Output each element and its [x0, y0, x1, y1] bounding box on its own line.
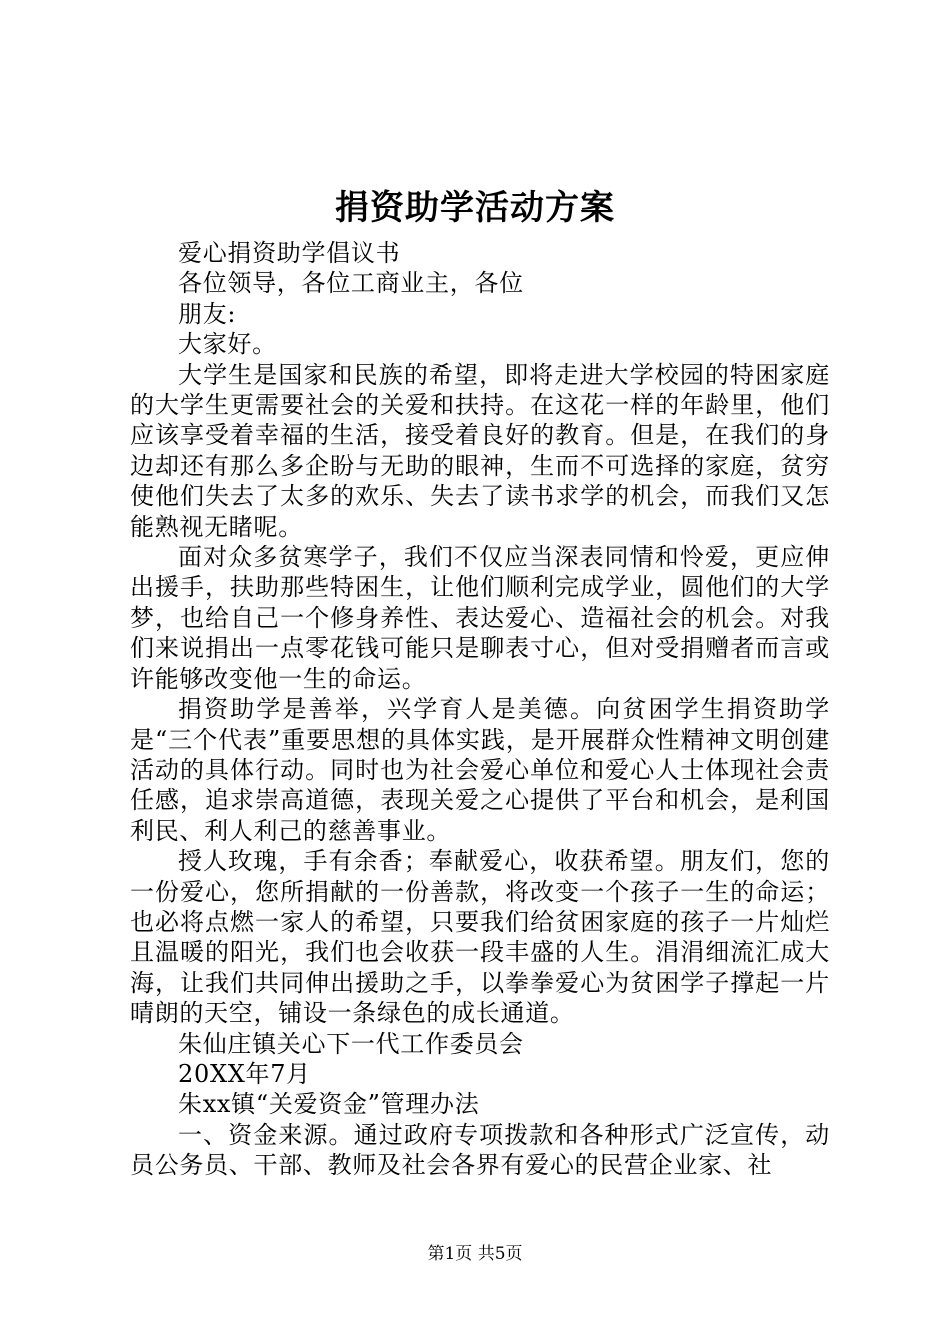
paragraph: 朱xx镇“关爱资金”管理办法	[178, 1090, 480, 1119]
paragraph: 捐资助学是善举，兴学育人是美德。向贫困学生捐资助学是“三个代表”重要思想的具体实践，是开展群众性精神文明创建活动的具体行动。同时也为社会爱心单位和爱心人士体现社会责任感，追求崇高道德，表现关爱之心提供了平台和机会，是利国利民、利人利己的慈善事业。	[130, 695, 830, 845]
paragraph: 大家好。	[178, 330, 277, 359]
paragraph: 一、资金来源。通过政府专项拨款和各种形式广泛宣传，动员公务员、干部、教师及社会各界有爱心的民营企业家、社	[130, 1120, 830, 1180]
paragraph: 朋友:	[178, 299, 237, 328]
page-number: 第1页 共5页	[427, 1244, 523, 1264]
paragraph: 面对众多贫寒学子，我们不仅应当深表同情和怜爱，更应伸出援手，扶助那些特困生，让他们顺利完成学业，圆他们的大学梦，也给自己一个修身养性、表达爱心、造福社会的机会。对我们来说捐出一点零花钱可能只是聊表寸心，但对受捐赠者而言或许能够改变他一生的命运。	[130, 543, 830, 693]
paragraph: 大学生是国家和民族的希望，即将走进大学校园的特困家庭的大学生更需要社会的关爱和扶持。在这花一样的年龄里，他们应该享受着幸福的生活，接受着良好的教育。但是，在我们的身边却还有那么多企盼与无助的眼神，生而不可选择的家庭，贫穷使他们失去了太多的欢乐、失去了读书求学的机会，而我们又怎能熟视无睹呢。	[130, 360, 830, 541]
paragraph: 各位领导，各位工商业主，各位	[178, 269, 524, 298]
document-title: 捐资助学活动方案	[335, 188, 615, 228]
paragraph: 朱仙庄镇关心下一代工作委员会	[178, 1029, 524, 1058]
document-body	[130, 238, 830, 1181]
paragraph: 爱心捐资助学倡议书	[178, 239, 401, 267]
paragraph: 20XX年7月	[178, 1059, 311, 1088]
paragraph: 授人玫瑰，手有余香；奉献爱心，收获希望。朋友们，您的一份爱心，您所捐献的一份善款，将改变一个孩子一生的命运；也必将点燃一家人的希望，只要我们给贫困家庭的孩子一片灿烂且温暖的阳光，我们也会收获一段丰盛的人生。涓涓细流汇成大海，让我们共同伸出援助之手，以拳拳爱心为贫困学子撑起一片晴朗的天空，铺设一条绿色的成长通道。	[130, 847, 830, 1028]
